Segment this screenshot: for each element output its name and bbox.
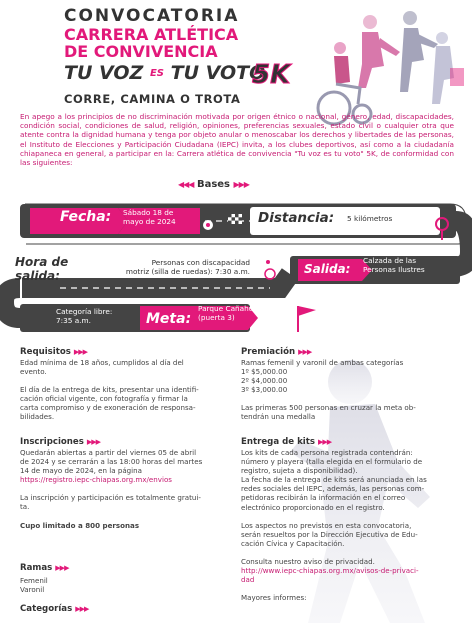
prize-3: 3º $3,000.00 <box>241 385 288 395</box>
meta-label: Meta: <box>146 311 192 327</box>
slogan <box>64 62 265 84</box>
text-line: de 2024 y se cerrarán a las 18:00 horas del martes <box>20 457 203 467</box>
text-line: electrónico proporcionado en el registro. <box>241 502 385 512</box>
salida-value-line2: Personas Ilustres <box>363 265 425 274</box>
finish-flag-icon <box>298 306 316 332</box>
prize-1: 1º $5,000.00 <box>241 367 288 377</box>
kits-heading <box>241 437 331 447</box>
triangles-icon: ▶▶▶ <box>75 605 89 613</box>
categoria-line1: Categoría libre: <box>56 307 113 316</box>
text-line: Los kits de cada persona registrada contendrán: <box>241 448 413 457</box>
spacer <box>20 512 202 521</box>
hora-salida-value <box>90 258 250 276</box>
hora-label-line1: Hora de <box>15 255 69 269</box>
text-line: Quedarán abiertas a partir del viernes 05 de abril <box>20 448 197 457</box>
text-line: Los aspectos no previstos en esta convocatoria, <box>241 520 412 530</box>
prize-2: 2º $4,000.00 <box>241 376 288 386</box>
checkered-flag-icon <box>228 214 242 224</box>
text-line: ta. <box>20 502 30 512</box>
intro-paragraph: En apego a los principios de no discriminación motivada por origen étnico o nacional, género, edad, discapacidades, condición social, condiciones de salud, religión, opiniones, preferencias sexuales, estado civil o cualquier otra que atente contra la dignidad humana y tenga por objeto anular o menoscabar los derechos y libertades de las personas, el Instituto de Elecciones y Participación Ciudadana (IEPC) invita, a los clubes deportivos, así como a la ciudadanía chiapaneca en general, a participar en la: Carrera atlética de convivencia "Tu voz es tu voto" 5K, de conformidad con las siguientes: <box>20 112 454 168</box>
text-line: cación Cívica y Capacitación. <box>241 538 345 548</box>
categoria-libre <box>56 307 112 325</box>
spacer <box>20 376 199 385</box>
text-line: registro, sujeta a disponibilidad). <box>241 466 358 476</box>
fecha-value <box>123 208 176 226</box>
spacer <box>241 394 416 403</box>
text-line: bilidades. <box>20 412 55 422</box>
runners-illustration <box>300 8 468 128</box>
event-title-line1: CARRERA ATLÉTICA <box>64 25 239 44</box>
triangles-icon: ▶▶▶ <box>86 438 101 446</box>
inscripciones-title: Inscripciones <box>20 437 84 447</box>
triangles-left-icon: ◀◀◀ <box>178 180 194 189</box>
cupo-text: Cupo limitado a 800 personas <box>20 520 140 530</box>
requisitos-heading <box>20 347 87 357</box>
kits-text <box>241 448 427 602</box>
text-line: número y playera (talla elegida en el formulario de <box>241 457 423 467</box>
hora-value-line1: Personas con discapacidad <box>151 258 250 267</box>
text-line: evento. <box>20 367 47 377</box>
list-item: Femenil <box>20 576 48 585</box>
text-line: tendrán una medalla <box>241 412 316 422</box>
categorias-title: Categorías <box>20 604 73 614</box>
premiacion-text <box>241 358 416 422</box>
mayores-informes: Mayores informes: <box>241 593 307 603</box>
text-line: Ramas femenil y varonil de ambas categorías <box>241 358 404 367</box>
salida-label: Salida: <box>304 262 351 276</box>
categorias-heading <box>20 604 88 614</box>
text-line: La fecha de la entrega de kits será anunciada en las <box>241 475 427 485</box>
meta-value-line1: Parque Cañahueca <box>198 304 267 313</box>
requisitos-text <box>20 358 199 422</box>
triangles-right-icon: ▶▶▶ <box>233 180 249 189</box>
triangles-icon: ▶▶▶ <box>317 438 332 446</box>
convocatoria-heading: CONVOCATORIA <box>64 6 240 26</box>
spacer <box>241 548 427 557</box>
text-line: Edad mínima de 18 años, cumplidos al día del <box>20 358 184 367</box>
hora-value-line2: motriz (silla de ruedas): 7:30 a.m. <box>125 267 250 276</box>
text-line: serán resueltos por la Dirección Ejecutiva de Edu- <box>241 529 418 539</box>
ramas-list <box>20 576 48 594</box>
spacer <box>241 584 427 593</box>
spacer <box>241 512 427 521</box>
bases-title: Bases <box>196 179 231 190</box>
text-line: redes sociales del IEPC, además, las personas com- <box>241 484 425 494</box>
fecha-value-line1: Sábado 18 de <box>123 208 174 217</box>
text-line: Las primeras 500 personas en cruzar la meta ob- <box>241 403 416 413</box>
subtitle: CORRE, CAMINA O TROTA <box>64 92 241 106</box>
requisitos-title: Requisitos <box>20 347 71 357</box>
text-line: Consulta nuestro aviso de privacidad. <box>241 556 375 566</box>
salida-value-line1: Calzada de las <box>363 256 417 265</box>
registro-link[interactable]: https://registro.iepc-chiapas.org.mx/envios <box>20 475 172 485</box>
meta-value-line2: (puerta 3) <box>198 313 235 322</box>
premiacion-heading <box>241 347 311 357</box>
location-pin-icon <box>203 220 213 230</box>
bases-heading <box>178 179 249 190</box>
salida-value <box>363 256 457 274</box>
distance-badge: 5K <box>252 60 291 90</box>
aviso-privacidad-link-cont[interactable]: dad <box>241 575 255 585</box>
slogan-es: ES <box>149 68 164 79</box>
inscripciones-heading <box>20 437 100 447</box>
list-item: Varonil <box>20 585 45 595</box>
triangles-icon: ▶▶▶ <box>55 564 69 572</box>
text-line: El día de la entrega de kits, presentar una identifi- <box>20 385 199 395</box>
triangles-icon: ▶▶▶ <box>298 348 312 356</box>
spacer <box>20 484 202 493</box>
slogan-part-b: TU VOTO <box>170 62 266 84</box>
categoria-line2: 7:35 a.m. <box>56 316 91 325</box>
kits-title: Entrega de kits <box>241 437 315 447</box>
premiacion-title: Premiación <box>241 347 296 357</box>
inscripciones-text <box>20 448 202 530</box>
text-line: 14 de mayo de 2024, en la página <box>20 466 142 476</box>
fecha-label: Fecha: <box>60 209 112 225</box>
fecha-value-line2: mayo de 2024 <box>123 217 176 226</box>
hora-salida-label <box>15 255 68 283</box>
distancia-value: 5 kilómetros <box>347 214 393 223</box>
distancia-label: Distancia: <box>258 210 335 226</box>
wheelchair-icon <box>265 260 275 279</box>
event-title-line2: DE CONVIVENCIA <box>64 42 218 61</box>
hora-label-line2: salida: <box>15 269 60 283</box>
runners-icon <box>318 11 464 124</box>
aviso-privacidad-link[interactable]: http://www.iepc-chiapas.org.mx/avisos-de-privaci- <box>241 566 419 576</box>
text-line: La inscripción y participación es totalmente gratui- <box>20 493 201 503</box>
text-line: petidoras recibirán la información en el correo <box>241 493 406 503</box>
text-line: carta compromiso y de exoneración de responsa- <box>20 403 196 413</box>
meta-value <box>198 304 266 322</box>
text-line: cación oficial vigente, con fotografía y firmar la <box>20 394 188 404</box>
triangles-icon: ▶▶▶ <box>73 348 88 356</box>
ramas-title: Ramas <box>20 563 53 573</box>
slogan-part-a: TU VOZ <box>64 62 144 84</box>
ramas-heading <box>20 563 68 573</box>
